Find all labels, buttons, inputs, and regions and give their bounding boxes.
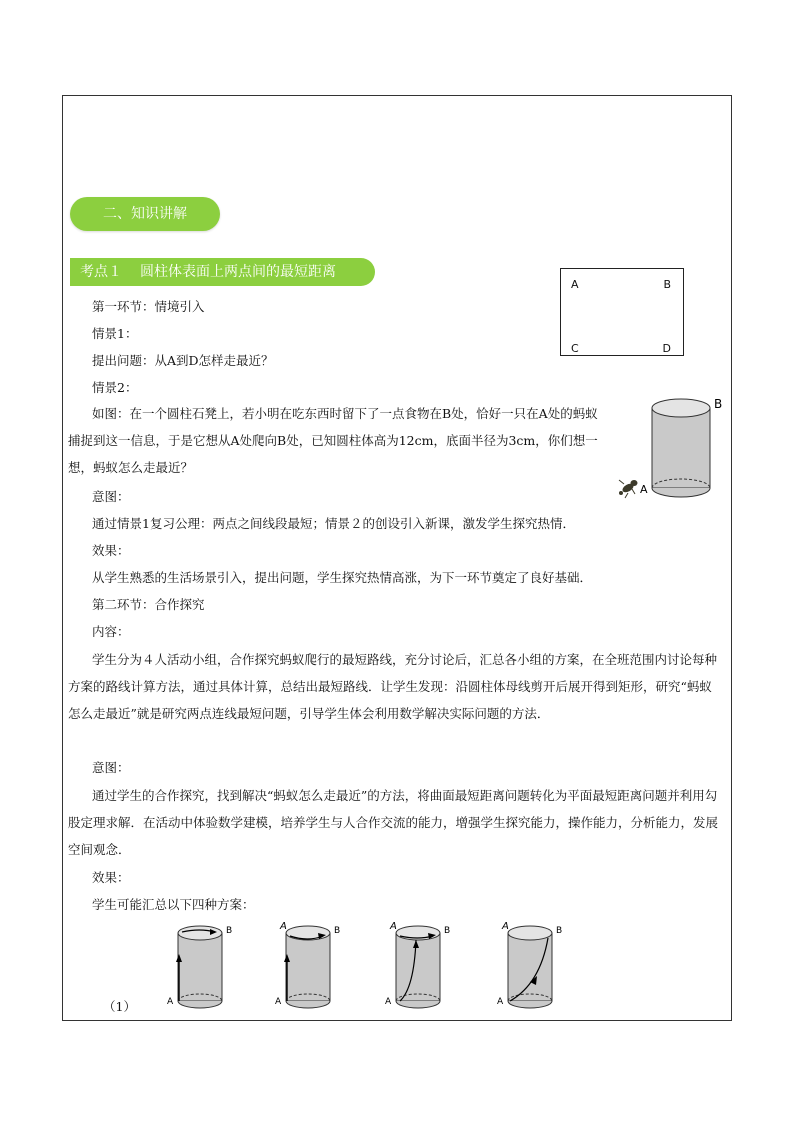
text-line-10: 第二环节：合作探究 bbox=[92, 597, 205, 612]
section-pill: 二、知识讲解 bbox=[70, 197, 220, 231]
scheme-2-label-a-top: A bbox=[280, 921, 287, 932]
rect-label-d: D bbox=[662, 342, 671, 355]
scheme-3-label-a: A bbox=[385, 997, 392, 1007]
scheme-3-label-a-top: A bbox=[390, 921, 397, 932]
scheme-1-label-b: B bbox=[226, 926, 233, 936]
scheme-4-figure bbox=[490, 918, 590, 1018]
scheme-4-label-a-top: A bbox=[502, 921, 509, 932]
text-paragraph-scene2: 如图：在一个圆柱石凳上，若小明在吃东西时留下了一点食物在B处，恰好一只在A处的蚂蚁捕捉到这一信息，于是它想从A处爬向B处，已知圆柱体高为12cm，底面半径为3cm，你们想一想，蚂蚁怎么走最近？ bbox=[68, 406, 598, 475]
text-line-7: 通过情景1复习公理：两点之间线段最短；情景２的创设引入新课，激发学生探究热情． bbox=[92, 516, 575, 531]
figure-label: （1） bbox=[103, 999, 136, 1014]
kaodian-title: 圆柱体表面上两点间的最短距离 bbox=[140, 264, 336, 280]
text-line-6: 意图： bbox=[92, 489, 130, 504]
cyl-label-b: B bbox=[714, 397, 723, 411]
text-line-11: 内容： bbox=[92, 624, 130, 639]
text-line-9: 从学生熟悉的生活场景引入，提出问题，学生探究热情高涨，为下一环节奠定了良好基础． bbox=[92, 570, 593, 585]
cyl-label-a: A bbox=[640, 483, 648, 496]
text-line-13: 意图： bbox=[92, 760, 130, 775]
scheme-3-label-b: B bbox=[444, 926, 451, 936]
page-frame bbox=[62, 95, 732, 1021]
text-paragraph-content: 学生分为４人活动小组，合作探究蚂蚁爬行的最短路线，充分讨论后，汇总各小组的方案，在全班范围内讨论每种方案的路线计算方法，通过具体计算，总结出最短路线．让学生发现：沿圆柱体母线剪开后展开得到矩形，研究“蚂蚁怎么走最近”就是研究两点连线最短问题，引导学生体会利用数学解决实际问题的方法． bbox=[68, 652, 718, 721]
rectangle-figure bbox=[560, 268, 684, 356]
scheme-4-label-a: A bbox=[497, 997, 504, 1007]
scheme-3-figure bbox=[378, 918, 478, 1018]
rect-label-b: B bbox=[663, 278, 671, 291]
scheme-2-label-a: A bbox=[275, 997, 282, 1007]
scheme-4-label-b: B bbox=[556, 926, 563, 936]
text-line-16: 学生可能汇总以下四种方案： bbox=[92, 897, 255, 912]
ant-icon bbox=[619, 480, 638, 498]
text-line-4: 情景2： bbox=[92, 380, 138, 395]
scheme-1-label-a: A bbox=[167, 997, 174, 1007]
text-line-2: 情景1： bbox=[92, 326, 138, 341]
rect-label-a: A bbox=[571, 278, 579, 291]
text-line-3: 提出问题：从A到D怎样走最近？ bbox=[92, 353, 274, 368]
cylinder-stool-figure bbox=[610, 390, 730, 505]
scheme-2-label-b: B bbox=[334, 926, 341, 936]
text-line-15: 效果： bbox=[92, 870, 130, 885]
scheme-2-figure bbox=[268, 918, 368, 1018]
rect-label-c: C bbox=[571, 342, 579, 355]
kaodian-label: 考点１ bbox=[80, 264, 122, 280]
text-line-8: 效果： bbox=[92, 543, 130, 558]
kaodian-banner bbox=[70, 258, 375, 286]
text-paragraph-intent: 通过学生的合作探究，找到解决“蚂蚁怎么走最近”的方法，将曲面最短距离问题转化为平面最短距离问题并利用勾股定理求解．在活动中体验数学建模，培养学生与人合作交流的能力，增强学生探究能力，操作能力，分析能力，发展空间观念． bbox=[68, 788, 719, 857]
text-line-1: 第一环节：情境引入 bbox=[92, 299, 205, 314]
scheme-1-figure bbox=[160, 918, 260, 1018]
